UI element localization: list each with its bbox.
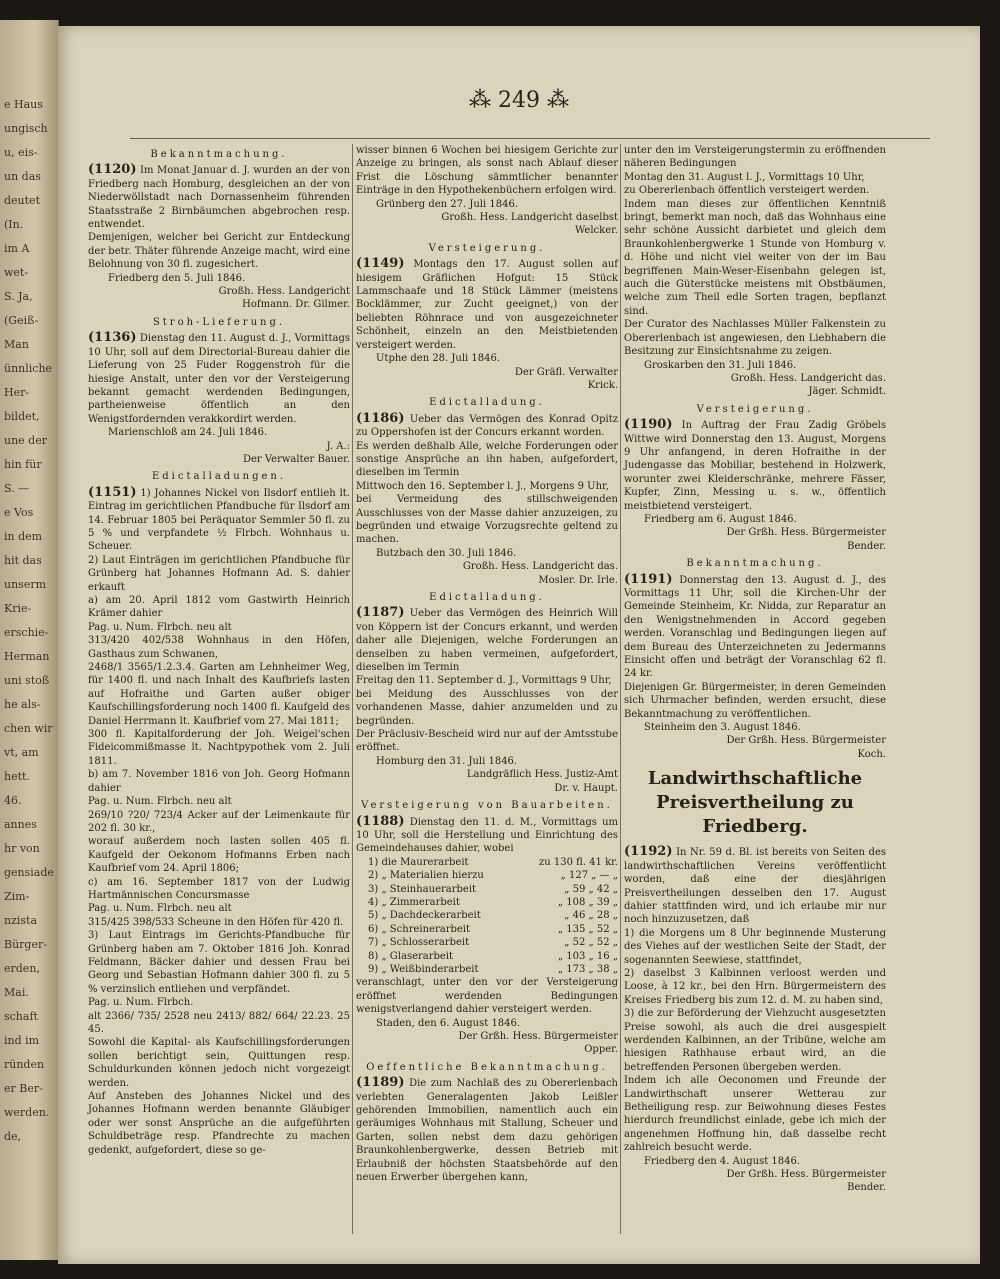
left-page-edge [0,20,59,1260]
left-margin-fragment: bildet, [4,410,40,423]
paragraph: 2468/1 3565/1.2.3.4. Garten am Lehnheimer Weg, für 1400 fl. und nach Inhalt des Kaufbriefs lasten auf Hofraithe und Garten außer obiger Kaufschillingsforderung noch 1400 fl. Kaufgeld des Daniel Herrmann lt. Kaufbrief vom 27. Mai 1811; [88,662,350,727]
section-title: Landwirthschaftliche Preisvertheilung zu Friedberg. [647,768,863,838]
place-date: Marienschloß am 24. Juli 1846. [108,427,268,439]
paragraph: Sowohl die Kapital- als Kaufschillingsforderungen sollen berichtigt sein, Quittungen resp. Schuldurkunden können jedoch nicht vorgezeigt werden. [88,1037,350,1089]
column-1 [88,144,350,1157]
signature: Der Grßh. Hess. Bürgermeister [458,1031,618,1042]
left-margin-fragment: hit das [4,554,42,567]
left-margin-fragment: Herman [4,650,50,663]
left-margin-fragment: ungisch [4,122,48,135]
notice-text: Dienstag den 11. d. M., Vormittags um 10 Uhr, soll die Herstellung und Einrichtung des Gemeindehauses dahier, wobei [356,816,618,855]
left-margin-text [0,20,58,1144]
left-margin-fragment: chen wir [4,722,53,735]
column-divider [620,144,621,1234]
notice-number: (1186) [356,410,405,426]
notice-number: (1191) [624,571,673,587]
left-margin-fragment: une der [4,434,47,447]
place-date: Grünberg den 27. Juli 1846. [376,198,519,210]
paragraph: 1) die Morgens um 8 Uhr beginnende Musterung des Viehes auf der westlichen Seite der Stadt, der sogenannten Seewiese, stattfindet, [624,927,886,966]
section-heading: Edictalladungen. [151,471,287,483]
cost-amount: „ 108 „ 39 „ [557,896,618,908]
signature: Großh. Hess. Landgericht das. [462,561,618,573]
cost-amount: „ 52 „ 52 „ [564,937,618,949]
left-margin-fragment: Bürger- [4,938,47,951]
cost-item: 1) die Maurerarbeit [368,856,469,868]
notice-entry [624,418,886,513]
signature: Bender. [847,540,886,552]
paragraph: b) am 7. November 1816 von Joh. Georg Hofmann dahier [88,769,350,794]
paragraph: unter den im Versteigerungstermin zu eröffnenden näheren Bedingungen [624,145,886,170]
signature: Der Grßh. Hess. Bürgermeister [726,1169,886,1181]
cost-item: 9) „ Weißbinderarbeit [368,963,479,975]
left-margin-fragment: Her- [4,386,30,399]
paragraph: Pag. u. Num. Flrbch. neu alt [88,903,232,915]
left-margin-fragment: ründen [4,1058,45,1071]
signature: Opper. [584,1044,618,1056]
paragraph: Pag. u. Num. Flrbch. neu alt [88,796,232,808]
notice-entry [356,606,618,674]
notice-number: (1187) [356,605,405,621]
notice-entry [88,486,350,554]
left-margin-fragment: im A [4,242,30,255]
paragraph: bei Meidung des Ausschlusses von der vorhandenen Masse, dahier anzumelden und zu begründen. [356,688,618,727]
left-margin-fragment: erden, [4,962,40,975]
paragraph: 3) die zur Beförderung der Viehzucht ausgesetzten Preise sowohl, als auch die drei ausgespielt werdenden Kalbinnen, an der Tribüne, welche am hiesigen Rathhause erbaut wird, an die betreffenden Personen übergeben werden. [624,1008,886,1073]
left-margin-fragment: u, eis- [4,146,38,159]
paragraph: Mittwoch den 16. September l. J., Morgens 9 Uhr, [356,480,609,492]
left-margin-fragment: 46. [4,794,22,807]
left-margin-fragment: gensiade [4,866,54,879]
notice-entry [624,845,886,926]
cost-line [356,896,618,909]
cost-item: 3) „ Steinhauerarbeit [368,883,477,895]
cost-item: 4) „ Zimmerarbeit [368,896,460,908]
left-margin-fragment: e Vos [4,506,34,519]
notice-entry [356,412,618,440]
paragraph: 2) daselbst 3 Kalbinnen verloost werden und Loose, à 12 kr., bei den Hrn. Bürgermeistern des Kreises Friedberg bis zum 12. d. M. zu haben sind, [624,967,886,1006]
cost-amount: „ 135 „ 52 „ [557,923,618,935]
section-heading: Bekanntmachung. [150,149,288,160]
cost-line [356,950,618,963]
left-margin-fragment: Krie- [4,602,32,615]
paragraph: 315/425 398/533 Scheune in den Höfen für 420 fl. [88,916,344,928]
paragraph: Pag. u. Num. Flrbch. neu alt [88,621,232,633]
notice-number: (1151) [88,484,137,500]
signature: Welcker. [574,225,618,237]
notice-text: Ueber das Vermögen des Heinrich Will von Köppern ist der Concurs erkannt, und werden daher alle Diejenigen, welche Forderungen an denselben zu haben vermeinen, aufgefordert, dieselben im Termin [356,608,618,674]
notice-text: In Auftrag der Frau Zadig Gröbels Wittwe wird Donnerstag den 13. August, Morgens 9 Uhr anfangend, in deren Hofraithe in der Judengasse das Mobiliar, bestehend in Holzwerk, worunter zwei Kleiderschränke, mehrere Fässer, Kupfer, Zinn, Messing u. s. w., öffentlich meistbietend versteigert. [624,420,886,512]
cost-line [356,909,618,922]
left-margin-fragment: Zim- [4,890,30,903]
notice-number: (1192) [624,844,673,860]
cost-amount: „ 127 „ — „ [560,870,618,882]
place-date: Utphe den 28. Juli 1846. [376,353,501,365]
signature: Hofmann. Dr. Gilmer. [242,299,350,311]
left-margin-fragment: S. Ja, [4,290,33,303]
section-heading: Stroh-Lieferung. [152,316,286,328]
notice-text: Im Monat Januar d. J. wurden an der von Friedberg nach Homburg, desgleichen an der von Niederwöllstadt nach Dornassenheim führenden Staatsstraße 2 Birnbäumchen abgebrochen resp. entwendet. [88,165,351,231]
signature: Jäger. Schmidt. [808,386,886,398]
paragraph: worauf außerdem noch lasten sollen 405 fl. Kaufgeld der Oekonom Hofmanns Erben nach Kaufbrief vom 24. April 1806; [88,836,350,875]
place-date: Steinheim den 3. August 1846. [644,722,801,734]
paragraph: alt 2366/ 735/ 2528 neu 2413/ 882/ 664/ 22.23. 25 45. [88,1010,350,1035]
cost-line [356,883,618,896]
signature: Großh. Hess. Landgericht [218,286,350,298]
notice-entry [624,573,886,681]
notice-text: Die zum Nachlaß des zu Obererlenbach verlebten Generalagenten Jakob Leißler gehörenden Immobilien, namentlich auch ein geräumiges Wohnhaus mit Stallung, Scheuer und Garten, sollen nebst dem dazu gehörigen Braunkohlenbergwerke, dessen Betrieb mit Erlaubniß der höchsten Staatsbehörde auf den neuen Erwerber übergehen kann, [356,1078,618,1184]
left-margin-fragment: nzista [4,914,38,927]
left-margin-fragment: de, [4,1130,22,1143]
signature: Dr. v. Haupt. [554,782,618,794]
column-divider [352,144,353,1234]
cost-line [356,963,618,976]
notice-text: In Nr. 59 d. Bl. ist bereits von Seiten des landwirthschaftlichen Vereins veröffentlicht worden, daß eine der diesjährigen Preisvertheilungen desselben den 17. August dahier stattfinden wird, und ich erlaube mir nur noch hinzuzusetzen, daß [624,847,886,926]
left-margin-fragment: S. — [4,482,30,495]
page-number-value: 249 [498,88,540,113]
left-margin-fragment: Mai. [4,986,29,999]
signature: Großh. Hess. Landgericht daselbst [441,212,618,224]
paragraph: bei Vermeidung des stillschweigenden Ausschlusses von der Masse dahier anzuzeigen, zu begründen und etwaige Vorzugsrechte geltend zu machen. [356,494,618,546]
signature: Der Gräfl. Verwalter [514,366,618,378]
paragraph: Freitag den 11. September d. J., Vormittags 9 Uhr, [356,675,612,687]
paragraph: Demjenigen, welcher bei Gericht zur Entdeckung der betr. Thäter führende Anzeige macht, wird eine Belohnung von 30 fl. zugesichert. [88,232,350,271]
place-date: Butzbach den 30. Juli 1846. [376,547,517,559]
cost-line [356,936,618,949]
left-margin-fragment: (Geiß- [4,314,39,327]
left-margin-fragment: hr von [4,842,40,855]
paragraph: Montag den 31. August l. J., Vormittags 10 Uhr, [624,171,865,183]
paragraph: Indem ich alle Oeconomen und Freunde der Landwirthschaft unserer Wetterau zur Betheiligung resp. zur Beiwohnung dieses Festes hierdurch freundlichst einlade, gebe ich mich der angenehmen Hoffnung hin, daß dasselbe recht zahlreich besucht werde. [624,1075,886,1154]
notice-entry [88,331,350,426]
paragraph: 269/10 ?20/ 723/4 Acker auf der Leimenkaute für 202 fl. 30 kr., [88,809,350,834]
cost-amount: „ 59 „ 42 „ [564,883,618,895]
cost-amount: „ 46 „ 28 „ [564,910,618,922]
notice-text: Dienstag den 11. August d. J., Vormittags 10 Uhr, soll auf dem Directorial-Bureau dahier die Lieferung von 25 Fuder Roggenstroh für die hiesige Anstalt, unter den vor der Versteigerung bekannt gemacht werdenden Bedingungen, partheienweise öffentlich an den Wenigstfordernden verakkordirt werden. [88,333,350,425]
cost-amount: zu 130 fl. 41 kr. [538,856,618,868]
signature: Bender. [847,1182,886,1194]
notice-entry [356,815,618,856]
section-heading: Edictalladung. [429,592,545,603]
cost-item: 5) „ Dachdeckerarbeit [368,910,481,922]
place-date: Friedberg den 5. Juli 1846. [108,272,246,284]
paragraph: Indem man dieses zur öffentlichen Kenntniß bringt, bemerkt man noch, daß das Wohnhaus eine sehr schöne Aussicht darbietet und gleich dem Braunkohlenbergwerke 1 Stunde von Homburg v. d. Höhe und nicht viel weiter von der im Bau begriffenen Main-Weser-Eisenbahn gelegen ist, auch die Güterstücke meistens mit Obstbäumen, welche zum Theil edle Sorten tragen, bepflanzt sind. [624,198,886,317]
header-rule [130,138,930,139]
paragraph: Der Präclusiv-Bescheid wird nur auf der Amtsstube eröffnet. [356,729,618,754]
cost-line [356,923,618,936]
signature: Koch. [857,748,886,760]
left-margin-fragment: in dem [4,530,43,543]
left-margin-fragment: e Haus [4,98,43,111]
cost-line [356,869,618,882]
left-margin-fragment: schaft [4,1010,38,1023]
paragraph: Pag. u. Num. Flrbch. [88,997,194,1009]
signature: Großh. Hess. Landgericht das. [730,372,886,384]
cost-amount: „ 103 „ 16 „ [557,950,618,962]
place-date: Groskarben den 31. Juli 1846. [644,359,797,371]
left-margin-fragment: he als- [4,698,41,711]
section-heading: Versteigerung. [696,403,814,415]
cost-amount: „ 173 „ 38 „ [557,963,618,975]
paragraph: Der Curator des Nachlasses Müller Falkenstein zu Obererlenbach ist angewiesen, den Liebhabern die Besitzung zur Einsichtsnahme zu zeigen. [624,319,886,358]
page-number: ⁂ 249 ⁂ [469,88,569,113]
left-margin-fragment: ünnliche [4,362,53,375]
signature: Der Verwalter Bauer. [242,453,350,465]
section-heading: Versteigerung. [428,242,546,254]
left-margin-fragment: Man [4,338,29,351]
paragraph: zu Obererlenbach öffentlich versteigert werden. [624,185,870,197]
left-margin-fragment: unserm [4,578,47,591]
paragraph: a) am 20. April 1812 vom Gastwirth Heinrich Krämer dahier [88,595,350,620]
notice-text: 1) Johannes Nickel von Ilsdorf entlieh lt. Eintrag im gerichtlichen Pfandbuche für Ilsdorf am 14. Februar 1805 bei Peräquator Semmler 50 fl. zu 5 % und verpfandete ½ Flrbch. Wohnhaus u. Scheuer. [88,487,350,553]
paragraph: Es werden deßhalb Alle, welche Forderungen oder sonstige Ansprüche an ihn haben, aufgefordert, dieselben im Termin [356,440,618,479]
section-heading: Oeffentliche Bekanntmachung. [366,1061,608,1073]
notice-number: (1136) [88,330,137,346]
left-margin-fragment: werden. [4,1106,50,1119]
signature: Mosler. Dr. Irle. [538,574,618,586]
signature: J. A.: [326,440,350,452]
left-margin-fragment: vt, am [4,746,39,759]
place-date: Homburg den 31. Juli 1846. [376,755,518,767]
left-margin-fragment: annes [4,818,37,831]
notice-text: Ueber das Vermögen des Konrad Opitz zu Oppershofen ist der Concurs erkannt worden. [356,413,618,439]
paragraph: 2) Laut Einträgen im gerichtlichen Pfandbuche für Grünberg hat Johannes Hofmann Ad. S. dahier erkauft [88,554,350,593]
notice-entry [356,257,618,352]
left-margin-fragment: ind im [4,1034,40,1047]
cost-line [356,856,618,869]
notice-number: (1120) [88,162,137,178]
place-date: Friedberg am 6. August 1846. [644,513,797,525]
left-margin-fragment: deutet [4,194,40,207]
cost-item: 6) „ Schreinerarbeit [368,923,471,935]
left-margin-fragment: er Ber- [4,1082,43,1095]
section-heading: Versteigerung von Bauarbeiten. [361,800,613,812]
paragraph: 300 fl. Kapitalforderung der Joh. Weigel'schen Fideicommißmasse lt. Nachtpypothek vom 2. Juli 1811. [88,729,350,767]
newspaper-page [58,26,980,1264]
left-margin-fragment: wet- [4,266,29,279]
notice-number: (1190) [624,417,673,433]
cost-item: 8) „ Glaserarbeit [368,950,454,962]
column-2 [356,144,618,1184]
left-margin-fragment: hett. [4,770,30,783]
paragraph: 313/420 402/538 Wohnhaus in den Höfen, Gasthaus zum Schwanen, [88,635,350,660]
signature: Krick. [587,379,618,391]
paragraph: Auf Ansteben des Johannes Nickel und des Johannes Hofmann werden benannte Gläubiger oder wer sonst Ansprüche an die aufgeführten Schuldbeträge resp. Pfandrechte zu machen gedenkt, aufgefordert, diese so ge- [88,1091,350,1156]
left-margin-fragment: un das [4,170,41,183]
column-3 [624,144,886,1195]
place-date: Staden, den 6. August 1846. [376,1017,521,1029]
notice-number: (1189) [356,1075,405,1091]
notice-number: (1149) [356,256,405,272]
left-margin-fragment: uni stoß [4,674,50,687]
section-heading: Edictalladung. [429,397,545,409]
cost-item: 2) „ Materialien hierzu [368,870,484,882]
left-margin-fragment: (In. [4,218,24,231]
left-margin-fragment: hin für [4,458,42,471]
left-margin-fragment: erschie- [4,626,49,639]
paragraph: 3) Laut Eintrags im Gerichts-Pfandbuche für Grünberg haben am 7. Oktober 1816 Joh. Konrad Feldmann, Bäcker dahier und dessen Frau bei Georg und Sebastian Hofmann dahier 300 fl. zu 5 % verzinslich entliehen und verpfändet. [88,930,350,995]
paragraph: wisser binnen 6 Wochen bei hiesigem Gerichte zur Anzeige zu bringen, als sonst nach Ablauf dieser Frist die Löschung sämmtlicher benannter Einträge in den Hypothekenbüchern erfolgen wird. [356,145,618,197]
notice-entry [356,1076,618,1184]
signature: Der Grßh. Hess. Bürgermeister [726,527,886,539]
signature: Der Grßh. Hess. Bürgermeister [726,735,886,747]
place-date: Friedberg den 4. August 1846. [644,1155,801,1167]
signature: Landgräflich Hess. Justiz-Amt [466,769,618,781]
notice-number: (1188) [356,813,405,829]
section-heading: Bekanntmachung. [686,558,824,570]
notice-entry [88,163,350,231]
paragraph: Diejenigen Gr. Bürgermeister, in deren Gemeinden sich Uhrmacher befinden, werden ersucht, diese Bekanntmachung zu veröffentlichen. [624,681,886,720]
paragraph: veranschlagt, unter den vor der Versteigerung eröffnet werdenden Bedingungen wenigstverlangend dahier versteigert werden. [356,977,618,1016]
paragraph: c) am 16. September 1817 von der Ludwig Hartmännischen Concursmasse [88,876,350,901]
notice-text: Donnerstag den 13. August d. J., des Vormittags 11 Uhr, soll die Kirchen-Uhr der Gemeinde Steinheim, Kr. Nidda, zur Reparatur an den Wenigstnehmenden in Accord gegeben werden. Voranschlag und Bedingungen liegen auf dem Bureau des Unterzeichneten zu Jedermanns Einsicht offen und beträgt der Voranschlag 62 fl. 24 kr. [624,574,886,680]
cost-item: 7) „ Schlosserarbeit [368,937,470,949]
notice-text: Montags den 17. August sollen auf hiesigem Gräflichen Hofgut: 15 Stück Lammschaafe und 18 Stück Lämmer (meistens Bocklämmer, zur Zucht geeignet,) von der beliebten Röhnrace und von ausgezeichneter Schönheit, einzeln an den Meistbietenden versteigert werden. [356,259,618,351]
